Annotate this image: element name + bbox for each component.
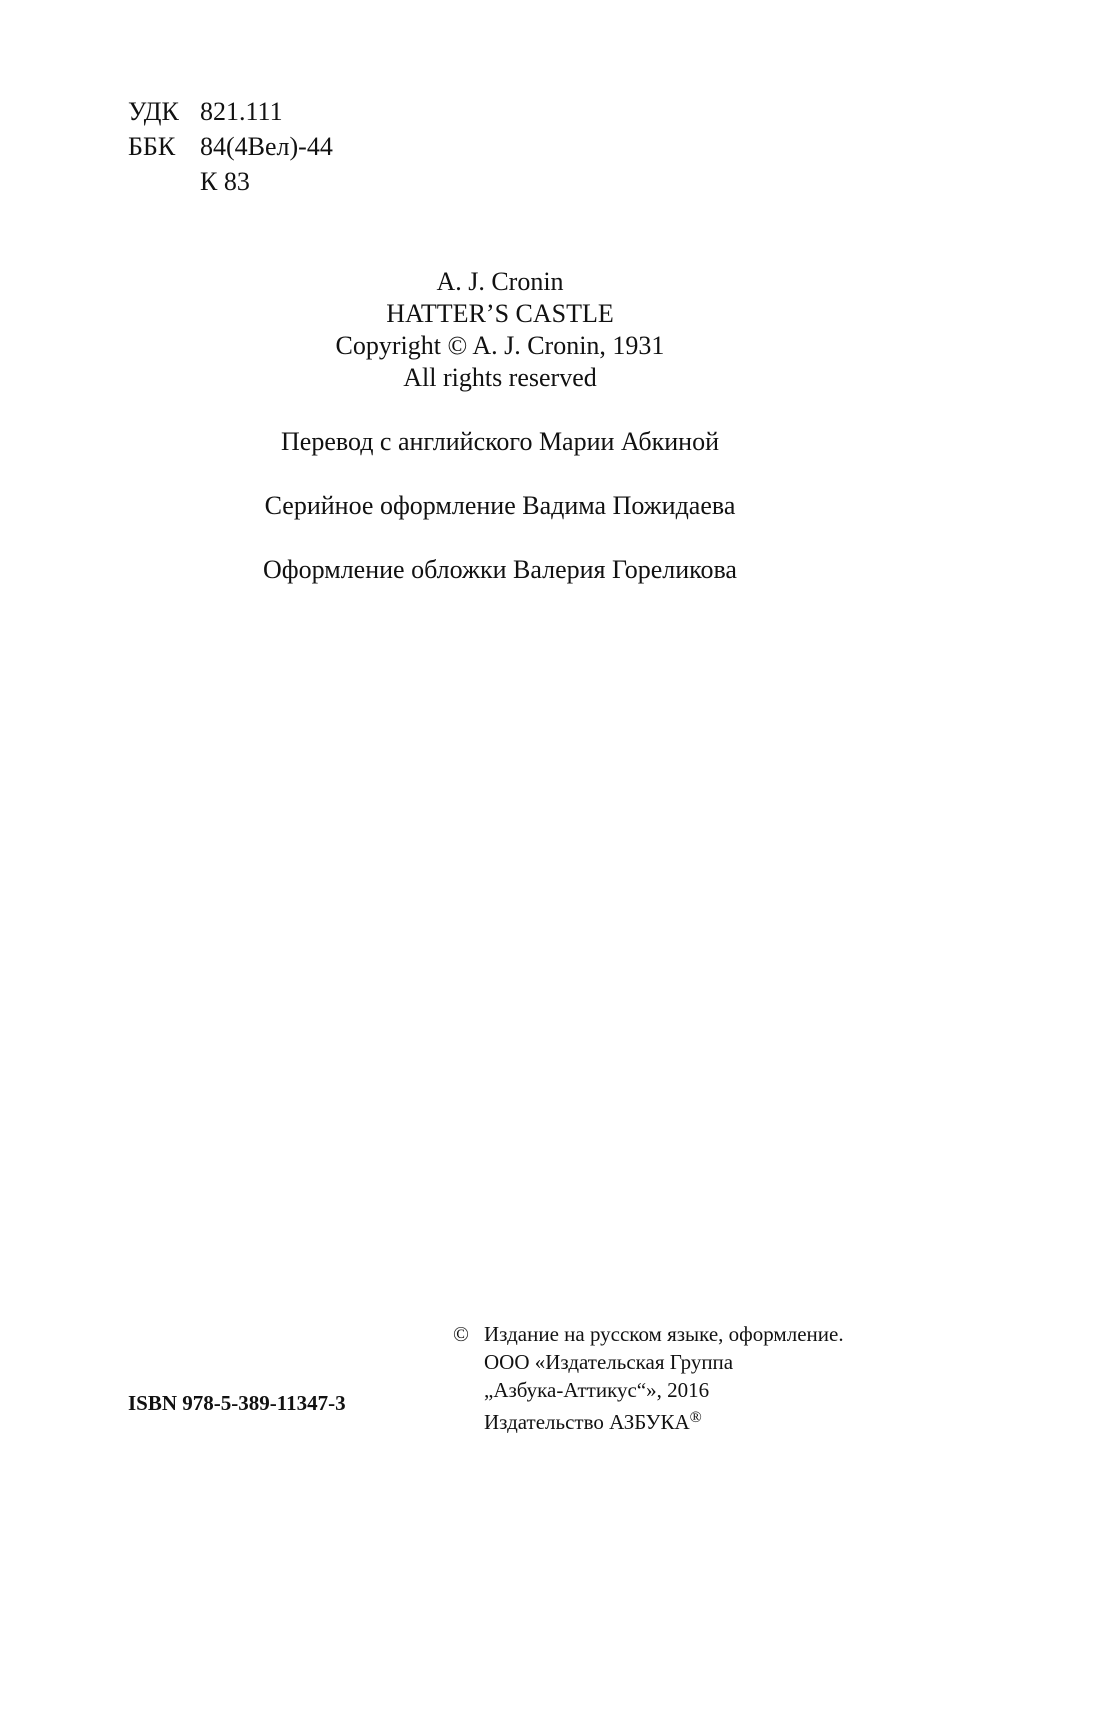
bbk-row	[128, 129, 333, 164]
copyright-symbol: ©	[453, 1322, 469, 1346]
udk-label: УДК	[128, 97, 179, 126]
bbk-value: 84(4Вел)-44	[200, 132, 333, 161]
publisher-name: Издательство АЗБУКА	[484, 1410, 690, 1434]
author-mark: К 83	[200, 167, 250, 196]
classification-block	[128, 94, 333, 199]
udk-row	[128, 94, 333, 129]
original-edition-block	[0, 266, 1000, 394]
original-copyright: Copyright © A. J. Cronin, 1931	[335, 331, 665, 360]
copyright-line-4	[453, 1404, 844, 1436]
copyright-line-2: ООО «Издательская Группа	[484, 1350, 734, 1374]
translation-credit: Перевод с английского Марии Абкиной	[281, 427, 719, 456]
original-title: HATTER’S CASTLE	[386, 299, 614, 328]
bbk-label: ББК	[128, 132, 176, 161]
copyright-text-1: Издание на русском языке, оформление.	[484, 1322, 844, 1346]
udk-value: 821.111	[200, 97, 283, 126]
author-mark-row	[128, 164, 333, 199]
series-design-credit: Серийное оформление Вадима Пожидаева	[264, 491, 736, 520]
original-author: A. J. Cronin	[436, 267, 564, 296]
cover-design-credit: Оформление обложки Валерия Гореликова	[263, 555, 737, 584]
publisher-copyright-block	[453, 1320, 844, 1436]
rights-notice: All rights reserved	[403, 363, 597, 392]
isbn: ISBN 978-5-389-11347-3	[128, 1391, 346, 1415]
copyright-line-3: „Азбука-Аттикус“», 2016	[484, 1378, 710, 1402]
registered-mark: ®	[689, 1409, 702, 1426]
copyright-line-1	[453, 1320, 844, 1348]
